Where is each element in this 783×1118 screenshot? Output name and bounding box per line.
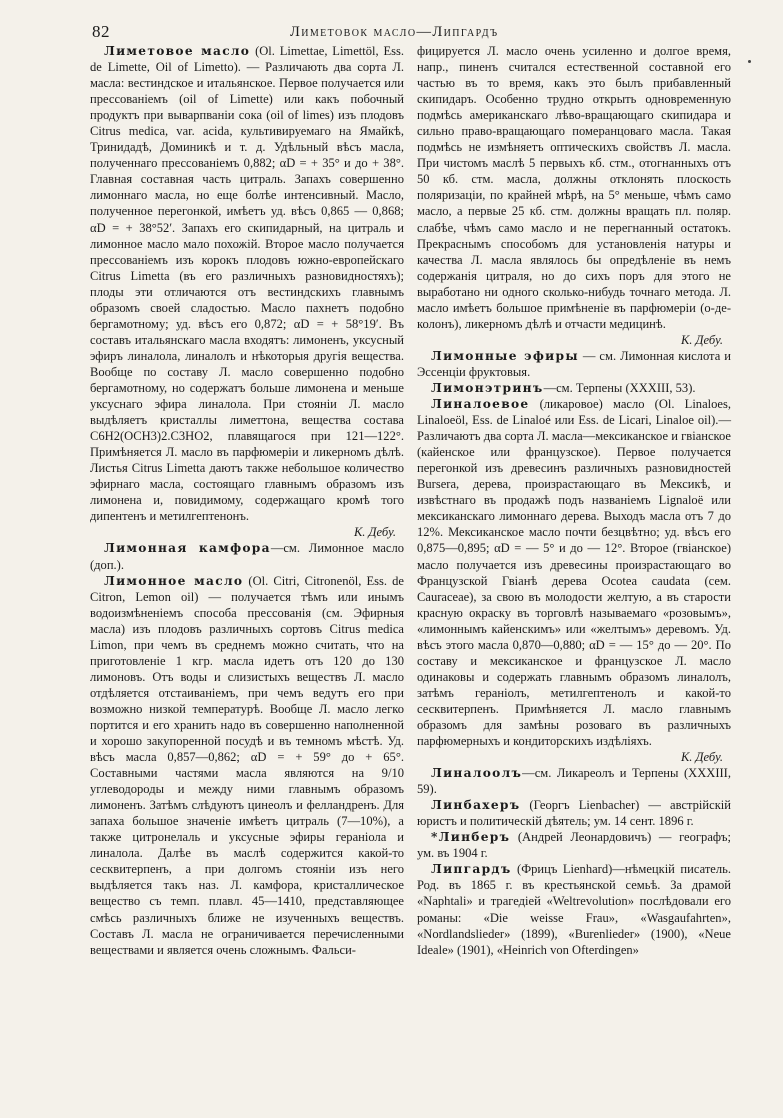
headword: Лимонэтринъ [431,380,544,395]
headword: Лимонное масло [104,573,244,588]
entry-text: (Андрей Леонардовичъ) — географъ; ум. въ 1904 г. [417,830,731,861]
margin-speck [748,60,751,63]
entry-text: —см. Терпены (XXXIII, 53). [543,380,696,395]
author-signature: К. Дебу. [680,750,723,765]
entry-limettovoe-maslo [90,43,404,524]
entry-text: —см. Лимонное масло (доп.). [90,541,405,572]
entry-text: (Фрицъ Lienhard)—нѣмецкій писатель. Род. въ 1865 г. въ крестьянской семьѣ. За драмой «Naphtali» и трагедіей «Weltrevolution» послѣдовали его романы: «Die weisse Frau», «Wasgaufahrten», «Nordlandslieder» (1899), «Burenlieder» (1900), «Neue Ideale» (1901), «Heinrich von Ofterdingen» [417,862,731,957]
headword: Линалоолъ [431,766,523,781]
headword: Линбахеръ [431,798,521,813]
entry-continuation: фицируется Л. масло очень усиленно и долгое время, напр., пиненъ считался естественной составной его частью въ то время, какъ это былъ прибавленный скипидаръ. Особенно трудно открыть одновременную подмѣсь американскаго лѣво-вращающаго скипидара и сильно право-вращающаго померанцоваго масла. Такая подмѣсь не измѣняетъ оптическихъ свойствъ Л. масла. При чистомъ маслѣ 5 первыхъ кб. стм., отогнанныхъ отъ 50 кб. стм. масла, должны отклонять плоскость поляризаціи, по крайней мѣрѣ, на 5° меньше, чѣмъ само масло, а первые 25 кб. стм. должны вращать пл. поляр. слабѣе, чѣмъ само масло и не перегнанный остатокъ. Прекраснымъ способомъ для установленія натуры и качества Л. масла являлось бы опредѣленіе въ немъ содержанія цитраля, но до сихъ поръ для этого не выработано ни одного сколько-нибудь точнаго метода. Л. масло имѣетъ большое примѣненіе въ парфюмеріи (о-де-колонъ), ликерномъ дѣлѣ и отчасти медицинѣ. [417,44,731,331]
entry-text: (Георгъ Lienbacher) — австрійскій юристъ и политическій дѣятель; ум. 14 сент. 1896 г. [417,798,731,829]
entry-limonnye-efiry [417,348,731,380]
entry-text: (ликаровое) масло (Ol. Linaloes, Linaloeöl, Ess. de Linaloé или Ess. de Licari, Linaloe oil).—Различаютъ два сорта Л. масла—мексиканское и гвіанское (кайенское или французское). Первое получается перегонкой изъ древесинъ различныхъ разновидностей Bursera, дерева, произрастающаго въ Мексикѣ, и извѣстнаго въ продажѣ подъ названіемъ Lignaloë или мексиканскаго лимоннаго дерева. Выходъ масла отъ 7 до 12%. Мексиканское масло почти безцвѣтно; уд. вѣсъ его 0,875—0,895; αD = — 5° и до — 12°. Второе (гвіанское) масло получается изъ древесины произрастающаго во Французской Гвіанѣ дерева Ocotea caudata (сем. Cauraceae), за свою въ молодости желтую, а въ старости красную окраску въ торговлѣ называемаго «розовымъ», «лимоннымъ кайенскимъ» или «желтымъ» деревомъ. Уд. вѣсъ этого масла 0,870—0,880; αD = — 15° до — 20°. По составу и мексиканское и французское Л. масло одинаковы и содержать главнымъ образомъ линалолъ, затѣмъ гераніолъ, метилгептенолъ и какой-то сесквитерпенъ. Примѣняется Л. масло главнымъ образомъ для замѣны розоваго въ различныхъ парфюмерныхъ и кондиторскихъ издѣліяхъ. [417,397,731,749]
headword: Лимонные эфиры [431,348,579,363]
entry-lipgard [417,861,731,957]
entry-limonetrin [417,380,731,396]
headword: *Линберъ [431,830,511,845]
headword: Линалоевое [431,397,530,412]
headword: Лиметовое масло [104,44,251,58]
entry-limonnoe-maslo [90,573,404,958]
headword: Лимонная камфора [104,541,271,556]
entry-text: — см. Лимонная кислота и Эссенціи фруктовыя. [417,348,731,379]
entry-text: (Ol. Limettae, Limettöl, Ess. de Limette, Oil of Limetto). — Различають два сорта Л. масла: вестиндское и итальянское. Первое получается или прессованіемъ (oil of Limette) или какъ побочный продуктъ при выварпваніи сока (oil of limes) изъ плодовъ Citrus medica, var. acida, культивируемаго на Ямайкѣ, Тринидадѣ, Доминикѣ и т. д. Удѣльный вѣсъ масла, полученнаго прессованіемъ 0,882; αD = + 35° и до + 38°. Главная составная часть цитраль. Запахъ совершенно лимоннаго масла, но еще болѣе интенсивный. Масло, полученное перегонкой, имѣетъ уд. вѣсъ 0,865 — 0,868; αD = + 38°52′. Запахъ его скипидарный, на цитраль и лимонное масло мало похожій. Второе масло получается прессованіемъ изъ корокъ плодовъ южно-европейскаго Citrus Limetta (въ его различныхъ разновидностяхъ); плоды эти отличаются отъ вестиндскихъ главнымъ образомъ своей сладостью. Масло пахнетъ подобно бергамотному; уд. вѣсъ его 0,872; αD = + 58°19′. Въ составъ итальянскаго масла входятъ: лимоненъ, уксусный эфиръ линалола, линалолъ и нѣкоторыя другія вещества. Вообще по составу Л. масло совершенно подобно бергамотному, но содержатъ больше лимонена и меньше уксуснаго эфира линалола. При стояніи Л. масло выдѣляетъ кристаллы лиметтона, вещества состава C6H2(OCH3)2.C3HO2, плавящагося при 121—122°. Примѣняется Л. масло въ парфюмеріи и ликерномъ дѣлѣ. Листья Citrus Limetta даютъ также небольшое количество эфирнаго масла, состоящаго главнымъ образомъ изъ лимонена и, повидимому, содержащаго кромѣ того дипентенъ и метилгептенонъ. [90,44,405,524]
entry-linaloevoe-maslo [417,396,731,749]
right-column [417,43,731,958]
author-signature: К. Дебу. [680,332,723,347]
entry-linber [417,829,731,861]
running-title: Лиметовок масло—Липгардъ [290,24,499,40]
headword: Липгардъ [431,862,512,877]
entry-linbakher [417,797,731,829]
entry-limonnaya-kamfora [90,540,404,572]
entry-linalool [417,765,731,797]
author-signature: К. Дебу. [353,525,396,540]
left-column [90,43,404,958]
entry-text: (Ol. Citri, Citronenöl, Ess. de Citron, Lemon oil) — получается тѣмъ или инымъ водоизмѣненіемъ способа прессованія (см. Эфирныя масла) изъ плодовъ различныхъ сортовъ Citrus medica Limon, при чемъ въ среднемъ можно считать, что на приготовленіе 1 кгр. масла идетъ отъ 120 до 130 лимоновъ. Отъ воды и слизистыхъ веществъ Л. масло отдѣляется отстаиваніемъ, при чемъ ведутъ его при возможно низкой температурѣ. Вообще Л. масло легко портится и его хранить надо въ совершенно наполненной и хорошо закупоренной посудѣ и въ темномъ мѣстѣ. Уд. вѣсъ масла 0,857—0,862; αD = + 59° до + 65°. Составными частями масла являются на 9/10 углеводороды и между ними главнымъ образомъ лимоненъ. Затѣмъ слѣдуютъ цинеолъ и фелландренъ. Для запаха большое значеніе имѣетъ цитраль (7—10%), а также цитронелаль и уксусные эфиры геранiола и линалола. Далѣе въ маслѣ содержится какой-то сесквитерпенъ, а при долгомъ стояніи изъ него выдѣляется такъ наз. Л. камфора, кристаллическое вещество съ темп. плавл. 45—1410, представляющее смѣсь различныхъ ближе не изученныхъ веществъ. Составъ Л. масла не ограничивается перечисленными веществами и является очень сложнымъ. Фальси- [90,573,405,957]
page-number: 82 [92,22,110,41]
entry-text: —см. Ликареолъ и Терпены (XXXIII, 59). [417,766,731,797]
